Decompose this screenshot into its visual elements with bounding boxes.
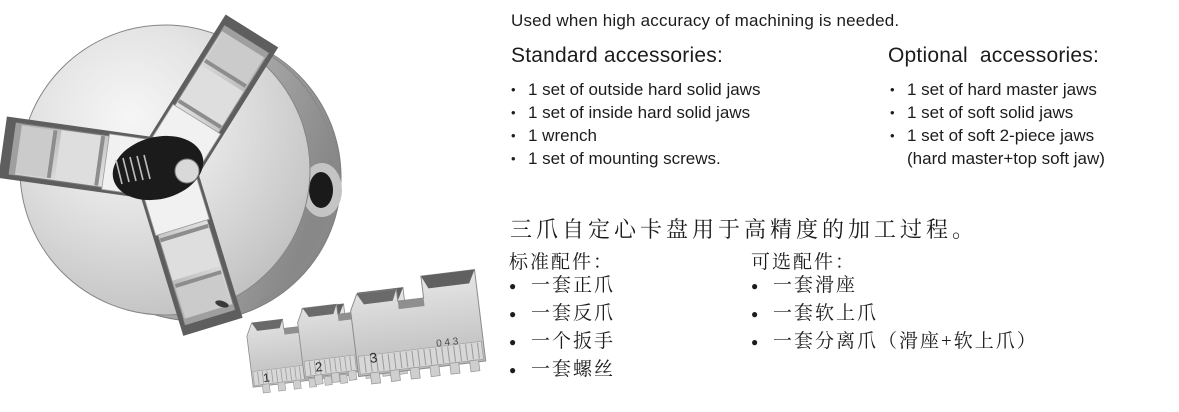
standard-accessories-heading-en: Standard accessories: bbox=[511, 44, 723, 67]
jaw-number-1: 1 bbox=[262, 370, 271, 386]
bullet-icon: ● bbox=[509, 335, 517, 349]
list-item bbox=[509, 356, 615, 384]
standard-accessories-list-zh bbox=[509, 272, 615, 384]
list-item-label: 1 set of soft solid jaws bbox=[907, 103, 1074, 122]
bullet-icon: • bbox=[511, 128, 516, 143]
list-item bbox=[511, 101, 760, 124]
list-item-label: 1 set of mounting screws. bbox=[528, 149, 721, 168]
list-item bbox=[751, 272, 1038, 300]
bullet-icon: • bbox=[511, 82, 516, 97]
list-item-label: 一个扳手 bbox=[531, 331, 616, 352]
list-item-label: 1 set of soft 2-piece jaws bbox=[907, 126, 1095, 145]
list-item bbox=[511, 147, 760, 170]
jaw-number-3: 3 bbox=[368, 349, 379, 366]
list-item-label: 1 set of hard master jaws bbox=[907, 80, 1097, 99]
list-item bbox=[751, 300, 1038, 328]
screw-end-cap bbox=[175, 159, 199, 183]
bullet-icon: ● bbox=[509, 307, 517, 321]
list-item-label: 一套螺丝 bbox=[531, 359, 616, 380]
list-item-label: 一套滑座 bbox=[773, 275, 858, 296]
bullet-icon: ● bbox=[509, 279, 517, 293]
intro-text-en: Used when high accuracy of machining is needed. bbox=[511, 11, 900, 30]
optional-accessories-heading-zh: 可选配件： bbox=[751, 252, 857, 273]
list-item-label: 1 set of outside hard solid jaws bbox=[528, 80, 761, 99]
list-item bbox=[509, 272, 615, 300]
list-item-label: 1 wrench bbox=[528, 126, 597, 145]
bullet-icon: • bbox=[511, 151, 516, 166]
list-item bbox=[890, 124, 1097, 147]
list-item-label: 1 set of inside hard solid jaws bbox=[528, 103, 751, 122]
list-item bbox=[511, 124, 760, 147]
list-item bbox=[509, 328, 615, 356]
bullet-icon: • bbox=[890, 128, 895, 143]
intro-text-zh: 三爪自定心卡盘用于高精度的加工过程。 bbox=[510, 217, 979, 242]
bullet-icon: • bbox=[511, 105, 516, 120]
standard-accessories-list-en bbox=[511, 78, 760, 170]
bullet-icon: • bbox=[890, 105, 895, 120]
standard-accessories-heading-zh: 标准配件： bbox=[509, 252, 615, 273]
list-item bbox=[511, 78, 760, 101]
list-item-label: 一套分离爪（滑座+软上爪） bbox=[773, 331, 1038, 352]
bullet-icon: • bbox=[890, 82, 895, 97]
key-socket-hole bbox=[309, 172, 333, 208]
list-item bbox=[890, 101, 1097, 124]
optional-accessories-heading-en: Optional accessories: bbox=[888, 44, 1099, 67]
list-item bbox=[751, 328, 1038, 356]
product-figure bbox=[0, 0, 510, 412]
list-item bbox=[890, 78, 1097, 101]
optional-accessories-list-en bbox=[890, 78, 1097, 147]
list-item bbox=[509, 300, 615, 328]
optional-accessories-note-en: (hard master+top soft jaw) bbox=[907, 149, 1105, 168]
bullet-icon: ● bbox=[751, 279, 759, 293]
optional-accessories-list-zh bbox=[751, 272, 1038, 356]
bullet-icon: ● bbox=[751, 335, 759, 349]
list-item-label: 一套软上爪 bbox=[773, 303, 879, 324]
jaw-number-2: 2 bbox=[314, 358, 324, 375]
bullet-icon: ● bbox=[509, 363, 517, 377]
list-item-label: 一套正爪 bbox=[531, 275, 616, 296]
list-item-label: 一套反爪 bbox=[531, 303, 616, 324]
bullet-icon: ● bbox=[751, 307, 759, 321]
jaw-stamp-text: 0 4 3 bbox=[435, 336, 460, 350]
